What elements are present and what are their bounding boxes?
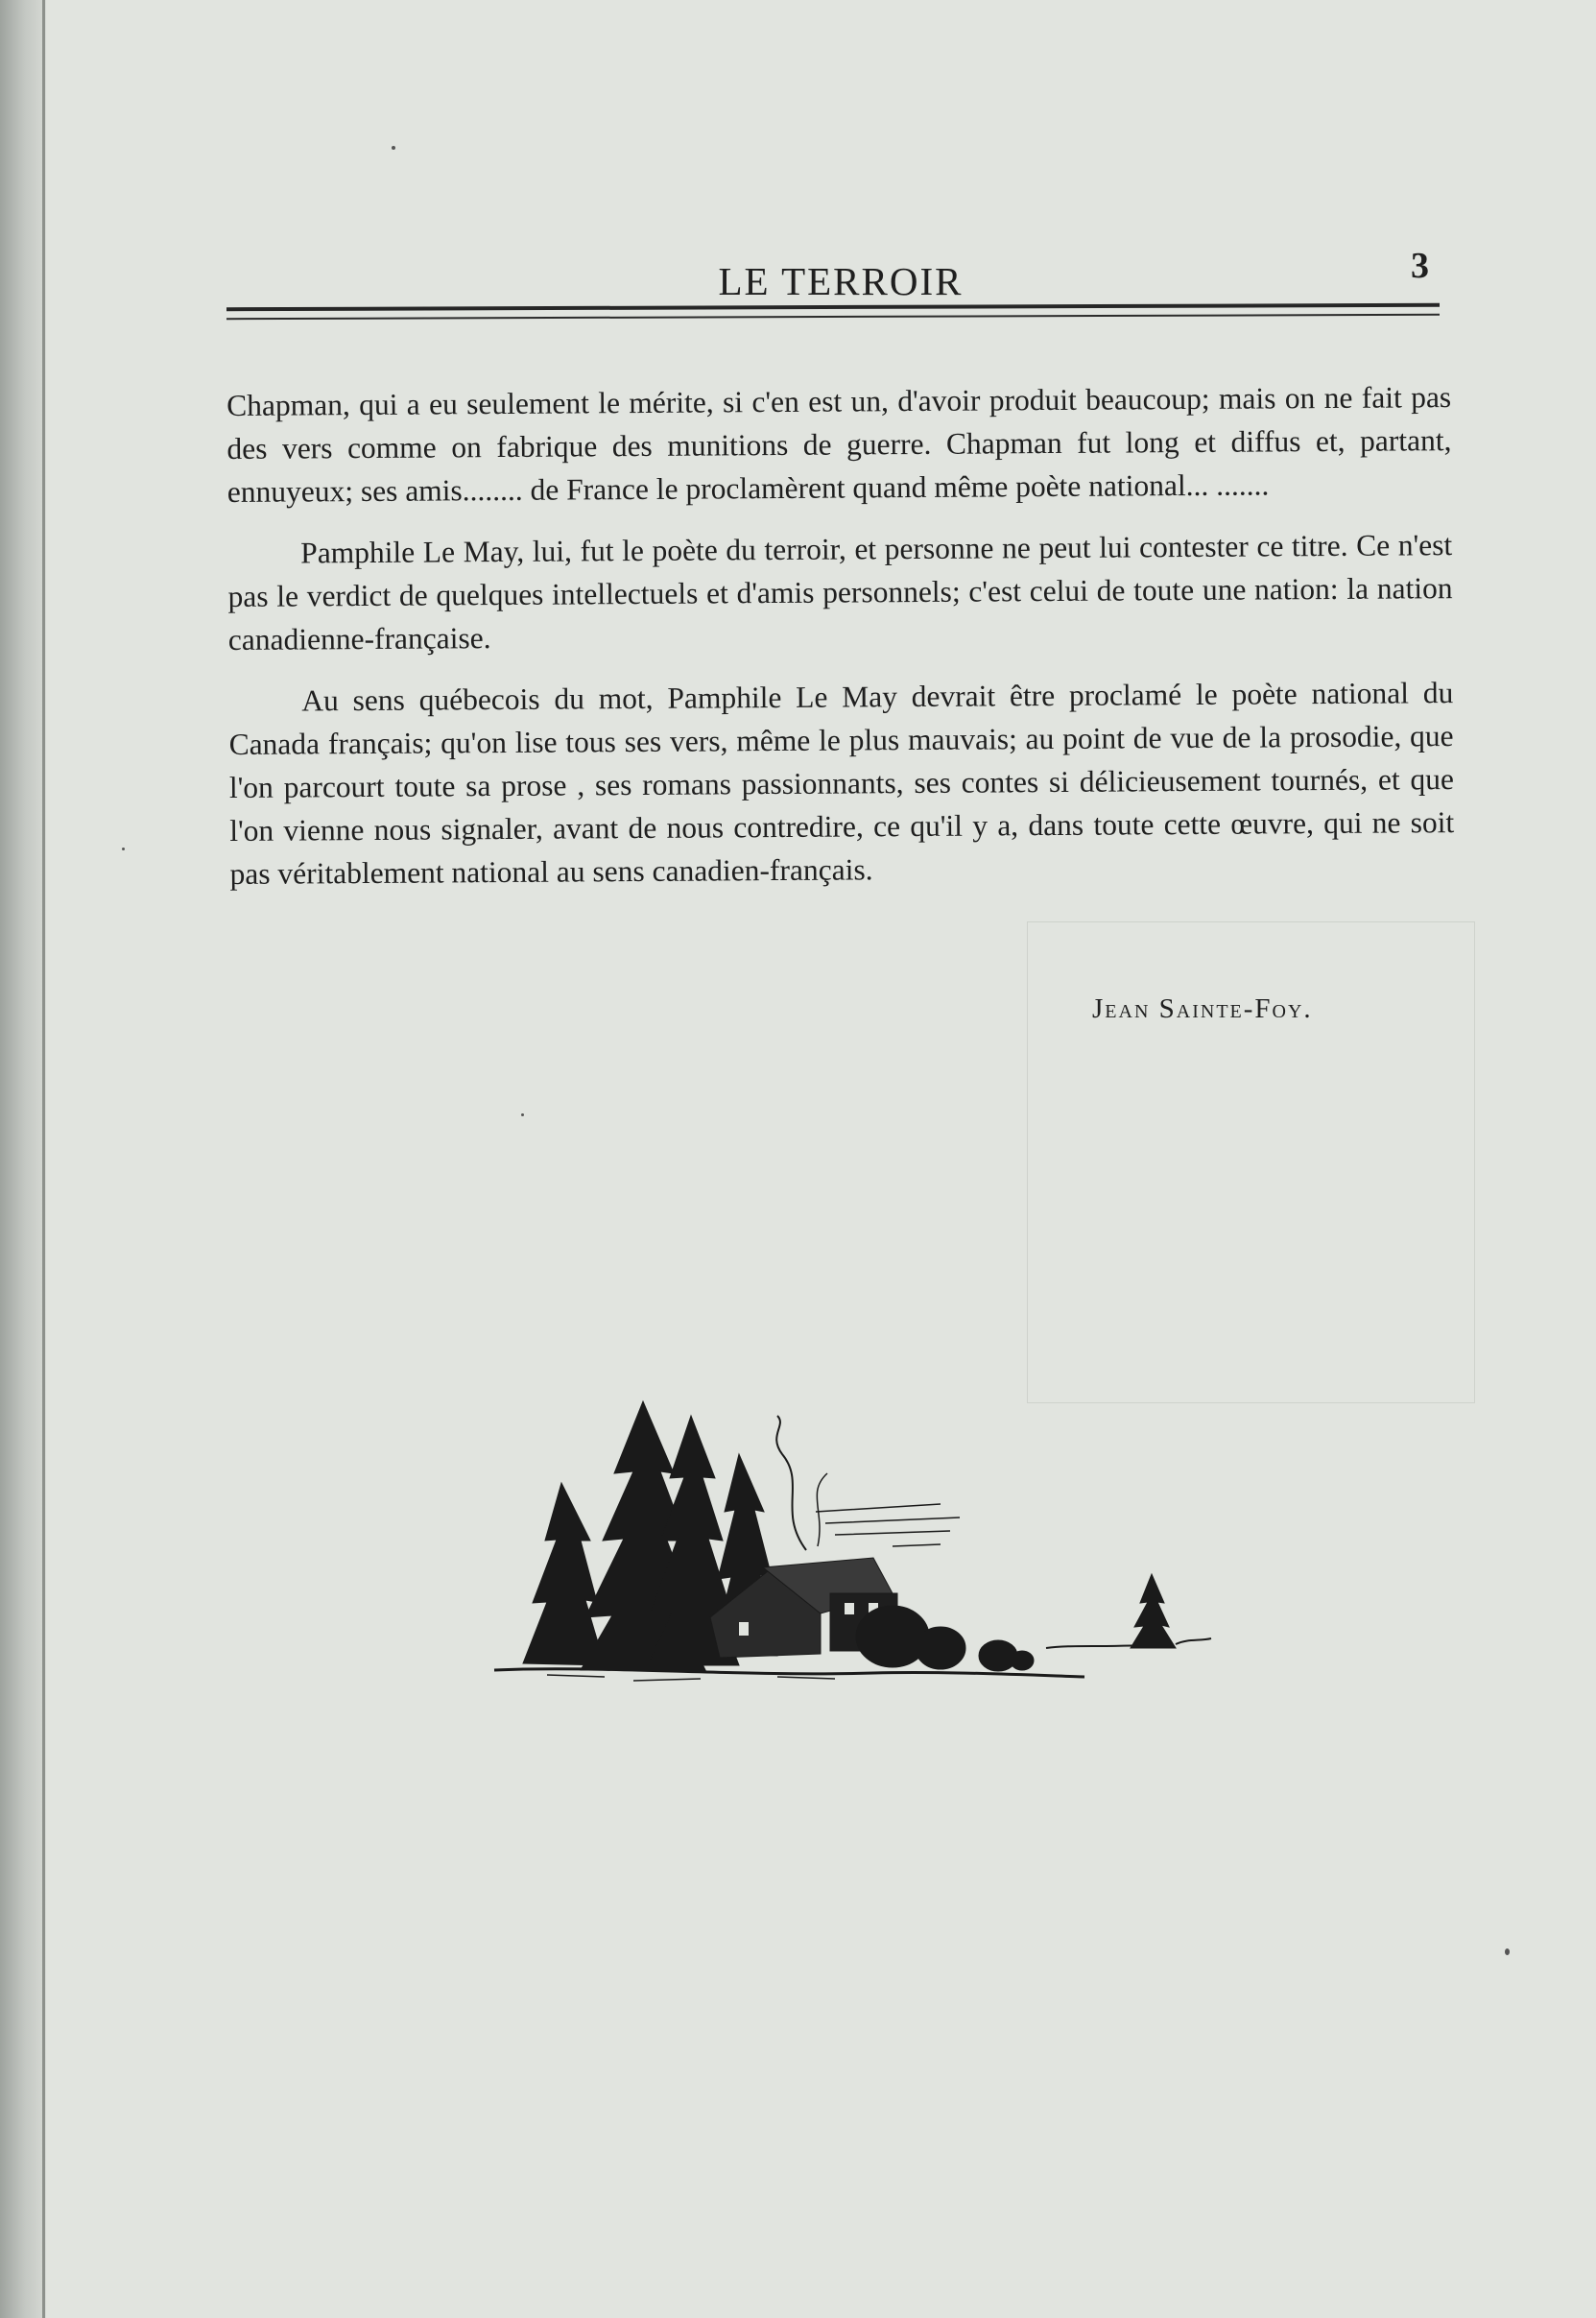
- article-body: [226, 375, 1455, 914]
- winter-landscape-icon: [489, 1397, 1219, 1689]
- book-binding: [0, 0, 46, 2318]
- paper-speck: [1505, 1948, 1510, 1955]
- paragraph-3: Au sens québecois du mot, Pamphile Le May devrait être proclamé le poète national du Canada français; qu'on lise tous ses vers, même le plus mauvais; au point de vue de la prosodie, que l'on parcourt toute sa prose , ses romans passionnants, ses contes si délicieusement tournés, et que l'on vienne nous signaler, avant de nous contredire, ce qu'il y a, dans toute cette œuvre, qui ne soit pas véritablement national au sens canadien-français.: [228, 676, 1455, 891]
- running-title: LE TERROIR: [718, 259, 964, 303]
- paper-speck: [392, 146, 395, 150]
- author-signature: Jean Sainte-Foy.: [1092, 993, 1313, 1024]
- paragraph-1: Chapman, qui a eu seulement le mérite, si c'en est un, d'avoir produit beaucoup; mais on ne fait pas des vers comme on fabrique des munitions de guerre. Chapman fut long et diffus et, partant, ennuyeux; ses amis........ de France le proclamèrent quand même poète national... .......: [226, 380, 1452, 509]
- paragraph-2: Pamphile Le May, lui, fut le poète du terroir, et personne ne peut lui contester ce titre. Ce n'est pas le verdict de quelques intellectuels et d'amis personnels; c'est celui de toute une nation: la nation canadienne-française.: [227, 528, 1453, 657]
- binding-edge: [42, 0, 45, 2318]
- running-header: [226, 245, 1441, 312]
- paper-speck: [521, 1113, 524, 1116]
- page-number: 3: [1411, 246, 1429, 286]
- paper-speck: [122, 848, 125, 850]
